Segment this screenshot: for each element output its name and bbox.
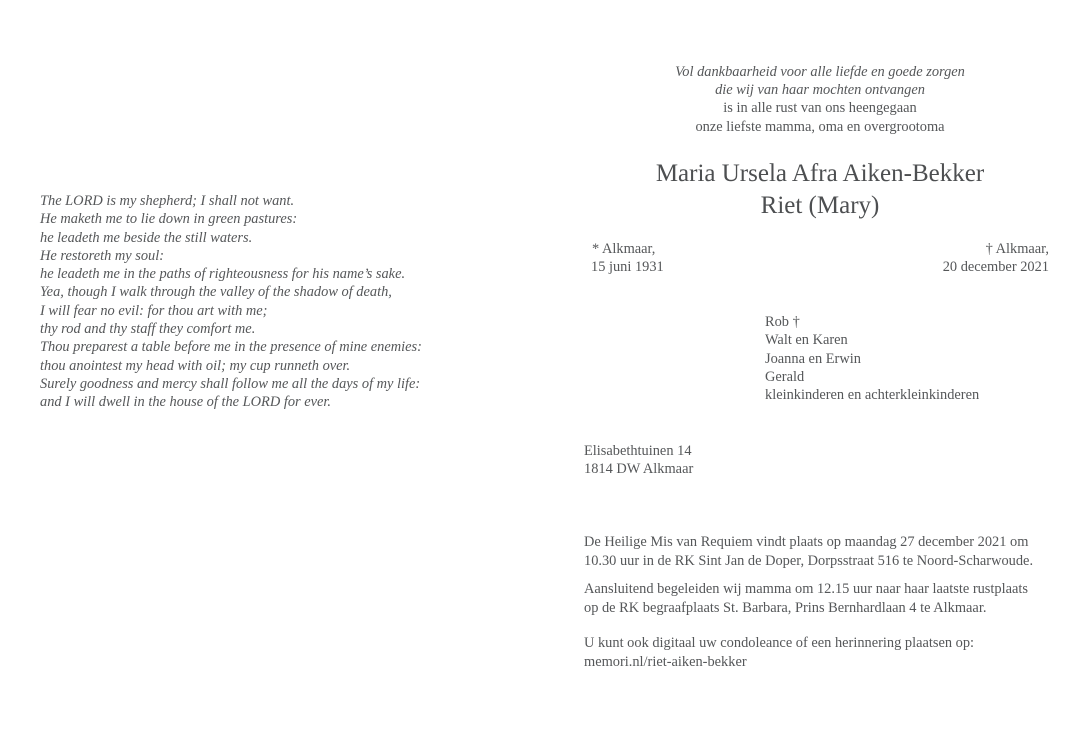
mass-paragraph [584,533,1033,570]
psalm-line: and I will dwell in the house of the LORD for ever. [40,394,331,411]
intro-line: is in alle rust van ons heengegaan [723,100,917,117]
death-place: † Alkmaar, [985,241,1049,257]
burial-line: op de RK begraafplaats St. Barbara, Prins Bernhardlaan 4 te Alkmaar. [584,599,987,616]
memorial-link: memori.nl/riet-aiken-bekker [584,653,747,670]
address-postal-city: 1814 DW Alkmaar [584,461,694,478]
family-member: Gerald [765,368,805,385]
psalm-line: thou anointest my head with oil; my cup runneth over. [40,357,351,374]
family-member: kleinkinderen en achterkleinkinderen [765,387,980,404]
death-info [943,240,1049,277]
birth-place: * Alkmaar, [592,241,656,257]
burial-paragraph [584,580,1033,617]
address-street: Elisabethtuinen 14 [584,443,692,459]
psalm-line: he leadeth me beside the still waters. [40,229,253,246]
psalm-line: The LORD is my shepherd; I shall not want. [40,193,295,209]
service-info [584,533,1033,682]
family-member: Rob † [765,314,800,330]
family-member: Joanna en Erwin [765,350,861,367]
online-line: U kunt ook digitaal uw condoleance of een herinnering plaatsen op: [584,635,975,652]
intro-line: Vol dankbaarheid voor alle liefde en goede zorgen [675,64,965,80]
mass-line: 10.30 uur in de RK Sint Jan de Doper, Dorpsstraat 516 te Noord-Scharwoude. [584,552,1034,569]
psalm-line: Thou preparest a table before me in the presence of mine enemies: [40,339,422,356]
psalm-line: he leadeth me in the paths of righteousness for his name’s sake. [40,266,406,283]
psalm-line: Yea, though I walk through the valley of the shadow of death, [40,284,392,301]
intro-line: onze liefste mamma, oma en overgrootoma [695,118,945,135]
birth-info [591,240,664,277]
address-block [584,442,693,479]
intro-line: die wij van haar mochten ontvangen [715,82,925,99]
psalm-text [40,192,520,412]
deceased-nickname: Riet (Mary) [760,192,880,219]
mass-line: De Heilige Mis van Requiem vindt plaats op maandag 27 december 2021 om [584,534,1029,550]
burial-line: Aansluitend begeleiden wij mamma om 12.15 uur naar haar laatste rustplaats [584,581,1028,598]
psalm-line: I will fear no evil: for thou art with me; [40,302,268,319]
intro-text [584,63,1056,136]
deceased-name-block [584,158,1056,222]
online-paragraph [584,634,1033,671]
psalm-line: thy rod and thy staff they comfort me. [40,321,256,338]
family-member: Walt en Karen [765,332,848,349]
family-list [765,313,979,404]
psalm-line: He maketh me to lie down in green pastures: [40,211,298,228]
psalm-line: He restoreth my soul: [40,247,165,264]
birth-date: 15 juni 1931 [591,259,664,276]
death-date: 20 december 2021 [942,259,1049,276]
psalm-line: Surely goodness and mercy shall follow me all the days of my life: [40,375,421,392]
deceased-full-name: Maria Ursela Afra Aiken-Bekker [655,160,985,187]
